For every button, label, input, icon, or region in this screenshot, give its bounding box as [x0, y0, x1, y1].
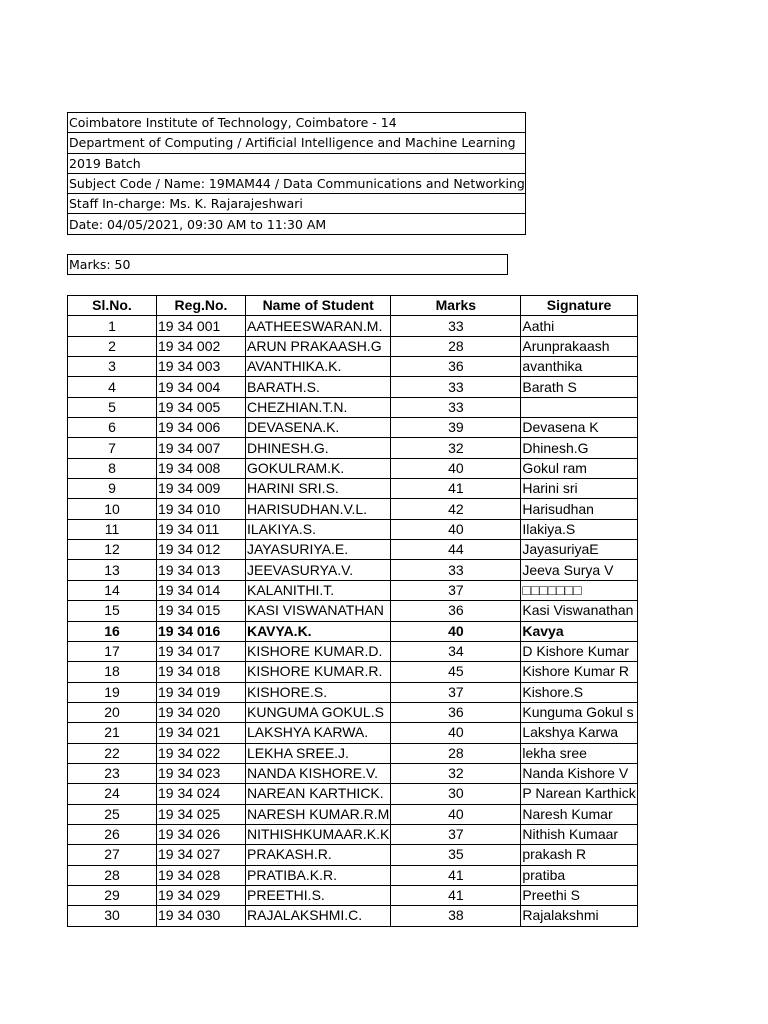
table-row — [68, 336, 638, 356]
cell-name: AVANTHIKA.K. — [246, 357, 391, 377]
batch-label: 2019 Batch — [68, 153, 526, 173]
table-row — [68, 479, 638, 499]
cell-name: BARATH.S. — [246, 377, 391, 397]
table-row — [68, 438, 638, 458]
cell-marks: 36 — [391, 702, 521, 722]
cell-slno: 11 — [68, 519, 157, 539]
cell-regno: 19 34 030 — [157, 906, 246, 926]
cell-regno: 19 34 029 — [157, 885, 246, 905]
cell-slno: 10 — [68, 499, 157, 519]
cell-signature: Dhinesh.G — [521, 438, 637, 458]
cell-marks: 41 — [391, 885, 521, 905]
cell-marks: 40 — [391, 723, 521, 743]
col-header-regno: Reg.No. — [157, 296, 246, 316]
cell-name: KISHORE KUMAR.R. — [246, 662, 391, 682]
cell-slno: 27 — [68, 845, 157, 865]
student-marks-table — [67, 295, 638, 927]
cell-name: LAKSHYA KARWA. — [246, 723, 391, 743]
cell-name: AATHEESWARAN.M. — [246, 316, 391, 336]
institute-name: Coimbatore Institute of Technology, Coimbatore - 14 — [68, 113, 526, 133]
cell-regno: 19 34 006 — [157, 418, 246, 438]
cell-signature — [521, 397, 637, 417]
cell-regno: 19 34 023 — [157, 763, 246, 783]
cell-slno: 18 — [68, 662, 157, 682]
cell-slno: 28 — [68, 865, 157, 885]
cell-slno: 30 — [68, 906, 157, 926]
table-row — [68, 702, 638, 722]
cell-marks: 36 — [391, 601, 521, 621]
table-row — [68, 641, 638, 661]
cell-marks: 40 — [391, 621, 521, 641]
cell-marks: 44 — [391, 540, 521, 560]
marks-total-label: Marks: 50 — [68, 255, 508, 275]
cell-name: JEEVASURYA.V. — [246, 560, 391, 580]
cell-slno: 9 — [68, 479, 157, 499]
cell-signature: prakash R — [521, 845, 637, 865]
table-row — [68, 784, 638, 804]
cell-slno: 25 — [68, 804, 157, 824]
staff-label: Staff In-charge: Ms. K. Rajarajeshwari — [68, 194, 526, 214]
cell-marks: 40 — [391, 804, 521, 824]
cell-marks: 33 — [391, 377, 521, 397]
cell-slno: 3 — [68, 357, 157, 377]
cell-marks: 33 — [391, 316, 521, 336]
cell-slno: 5 — [68, 397, 157, 417]
cell-regno: 19 34 027 — [157, 845, 246, 865]
table-row — [68, 804, 638, 824]
cell-regno: 19 34 012 — [157, 540, 246, 560]
cell-name: ILAKIYA.S. — [246, 519, 391, 539]
cell-name: LEKHA SREE.J. — [246, 743, 391, 763]
marks-total-box — [67, 254, 508, 275]
cell-slno: 2 — [68, 336, 157, 356]
header-info-box — [67, 112, 526, 235]
cell-regno: 19 34 013 — [157, 560, 246, 580]
cell-marks: 35 — [391, 845, 521, 865]
cell-slno: 12 — [68, 540, 157, 560]
cell-regno: 19 34 028 — [157, 865, 246, 885]
cell-signature: Arunprakaash — [521, 336, 637, 356]
cell-marks: 45 — [391, 662, 521, 682]
cell-regno: 19 34 011 — [157, 519, 246, 539]
table-row — [68, 418, 638, 438]
cell-slno: 7 — [68, 438, 157, 458]
cell-slno: 14 — [68, 580, 157, 600]
cell-name: HARINI SRI.S. — [246, 479, 391, 499]
cell-name: ARUN PRAKAASH.G — [246, 336, 391, 356]
cell-marks: 39 — [391, 418, 521, 438]
cell-slno: 15 — [68, 601, 157, 621]
cell-marks: 34 — [391, 641, 521, 661]
cell-name: NAREAN KARTHICK. — [246, 784, 391, 804]
table-row — [68, 580, 638, 600]
cell-marks: 30 — [391, 784, 521, 804]
cell-name: JAYASURIYA.E. — [246, 540, 391, 560]
cell-regno: 19 34 001 — [157, 316, 246, 336]
cell-signature: Preethi S — [521, 885, 637, 905]
cell-marks: 40 — [391, 458, 521, 478]
cell-signature: Devasena K — [521, 418, 637, 438]
cell-signature: Kavya — [521, 621, 637, 641]
cell-regno: 19 34 005 — [157, 397, 246, 417]
table-row — [68, 682, 638, 702]
table-row — [68, 621, 638, 641]
cell-slno: 8 — [68, 458, 157, 478]
cell-name: KASI VISWANATHAN — [246, 601, 391, 621]
cell-signature: lekha sree — [521, 743, 637, 763]
cell-marks: 42 — [391, 499, 521, 519]
cell-regno: 19 34 014 — [157, 580, 246, 600]
cell-signature: P Narean Karthick — [521, 784, 637, 804]
department-name: Department of Computing / Artificial Intelligence and Machine Learning — [68, 133, 526, 153]
cell-regno: 19 34 017 — [157, 641, 246, 661]
cell-marks: 28 — [391, 336, 521, 356]
cell-name: DHINESH.G. — [246, 438, 391, 458]
cell-regno: 19 34 007 — [157, 438, 246, 458]
cell-signature: □□□□□□□ — [521, 580, 637, 600]
cell-regno: 19 34 021 — [157, 723, 246, 743]
cell-regno: 19 34 026 — [157, 824, 246, 844]
table-body — [68, 316, 638, 926]
cell-marks: 32 — [391, 763, 521, 783]
cell-name: KISHORE.S. — [246, 682, 391, 702]
cell-name: RAJALAKSHMI.C. — [246, 906, 391, 926]
cell-slno: 29 — [68, 885, 157, 905]
cell-signature: Aathi — [521, 316, 637, 336]
cell-marks: 33 — [391, 560, 521, 580]
cell-slno: 23 — [68, 763, 157, 783]
table-row — [68, 377, 638, 397]
cell-name: GOKULRAM.K. — [246, 458, 391, 478]
cell-regno: 19 34 004 — [157, 377, 246, 397]
cell-signature: Rajalakshmi — [521, 906, 637, 926]
cell-name: HARISUDHAN.V.L. — [246, 499, 391, 519]
cell-marks: 28 — [391, 743, 521, 763]
table-row — [68, 906, 638, 926]
cell-signature: Lakshya Karwa — [521, 723, 637, 743]
cell-signature: JayasuriyaE — [521, 540, 637, 560]
cell-marks: 38 — [391, 906, 521, 926]
cell-signature: Kishore.S — [521, 682, 637, 702]
cell-marks: 33 — [391, 397, 521, 417]
cell-signature: Naresh Kumar — [521, 804, 637, 824]
cell-name: PRAKASH.R. — [246, 845, 391, 865]
cell-name: NANDA KISHORE.V. — [246, 763, 391, 783]
cell-slno: 6 — [68, 418, 157, 438]
cell-signature: Jeeva Surya V — [521, 560, 637, 580]
cell-slno: 26 — [68, 824, 157, 844]
cell-regno: 19 34 003 — [157, 357, 246, 377]
table-row — [68, 662, 638, 682]
col-header-slno: Sl.No. — [68, 296, 157, 316]
cell-signature: Nithish Kumaar — [521, 824, 637, 844]
cell-slno: 20 — [68, 702, 157, 722]
cell-signature: Harini sri — [521, 479, 637, 499]
cell-regno: 19 34 010 — [157, 499, 246, 519]
cell-name: KAVYA.K. — [246, 621, 391, 641]
cell-name: KALANITHI.T. — [246, 580, 391, 600]
cell-signature: Kunguma Gokul s — [521, 702, 637, 722]
cell-signature: Kishore Kumar R — [521, 662, 637, 682]
table-row — [68, 601, 638, 621]
subject-label: Subject Code / Name: 19MAM44 / Data Communications and Networking — [68, 173, 526, 193]
cell-regno: 19 34 018 — [157, 662, 246, 682]
cell-name: PRATIBA.K.R. — [246, 865, 391, 885]
cell-slno: 1 — [68, 316, 157, 336]
col-header-signature: Signature — [521, 296, 637, 316]
col-header-name: Name of Student — [246, 296, 391, 316]
table-row — [68, 560, 638, 580]
cell-signature: pratiba — [521, 865, 637, 885]
cell-name: DEVASENA.K. — [246, 418, 391, 438]
table-row — [68, 723, 638, 743]
cell-signature: Nanda Kishore V — [521, 763, 637, 783]
cell-marks: 41 — [391, 865, 521, 885]
table-row — [68, 519, 638, 539]
cell-marks: 32 — [391, 438, 521, 458]
cell-slno: 16 — [68, 621, 157, 641]
cell-name: KUNGUMA GOKUL.S — [246, 702, 391, 722]
table-row — [68, 397, 638, 417]
cell-slno: 21 — [68, 723, 157, 743]
cell-signature: Barath S — [521, 377, 637, 397]
table-row — [68, 499, 638, 519]
table-row — [68, 316, 638, 336]
cell-regno: 19 34 022 — [157, 743, 246, 763]
cell-regno: 19 34 025 — [157, 804, 246, 824]
cell-slno: 22 — [68, 743, 157, 763]
cell-regno: 19 34 024 — [157, 784, 246, 804]
cell-regno: 19 34 020 — [157, 702, 246, 722]
cell-signature: Gokul ram — [521, 458, 637, 478]
table-row — [68, 357, 638, 377]
table-row — [68, 865, 638, 885]
cell-name: KISHORE KUMAR.D. — [246, 641, 391, 661]
cell-signature: D Kishore Kumar — [521, 641, 637, 661]
cell-marks: 41 — [391, 479, 521, 499]
cell-signature: avanthika — [521, 357, 637, 377]
cell-regno: 19 34 019 — [157, 682, 246, 702]
cell-regno: 19 34 002 — [157, 336, 246, 356]
table-row — [68, 540, 638, 560]
table-row — [68, 824, 638, 844]
table-row — [68, 743, 638, 763]
cell-regno: 19 34 009 — [157, 479, 246, 499]
table-row — [68, 885, 638, 905]
cell-marks: 40 — [391, 519, 521, 539]
cell-marks: 36 — [391, 357, 521, 377]
cell-name: NARESH KUMAR.R.M — [246, 804, 391, 824]
cell-regno: 19 34 008 — [157, 458, 246, 478]
table-header-row — [68, 296, 638, 316]
cell-marks: 37 — [391, 682, 521, 702]
cell-signature: Ilakiya.S — [521, 519, 637, 539]
cell-name: CHEZHIAN.T.N. — [246, 397, 391, 417]
cell-signature: Harisudhan — [521, 499, 637, 519]
cell-slno: 17 — [68, 641, 157, 661]
cell-marks: 37 — [391, 824, 521, 844]
cell-name: PREETHI.S. — [246, 885, 391, 905]
col-header-marks: Marks — [391, 296, 521, 316]
date-label: Date: 04/05/2021, 09:30 AM to 11:30 AM — [68, 214, 526, 234]
cell-slno: 24 — [68, 784, 157, 804]
cell-signature: Kasi Viswanathan — [521, 601, 637, 621]
cell-slno: 4 — [68, 377, 157, 397]
cell-name: NITHISHKUMAAR.K.K — [246, 824, 391, 844]
cell-regno: 19 34 016 — [157, 621, 246, 641]
cell-marks: 37 — [391, 580, 521, 600]
table-row — [68, 845, 638, 865]
cell-regno: 19 34 015 — [157, 601, 246, 621]
table-row — [68, 763, 638, 783]
table-row — [68, 458, 638, 478]
cell-slno: 19 — [68, 682, 157, 702]
cell-slno: 13 — [68, 560, 157, 580]
